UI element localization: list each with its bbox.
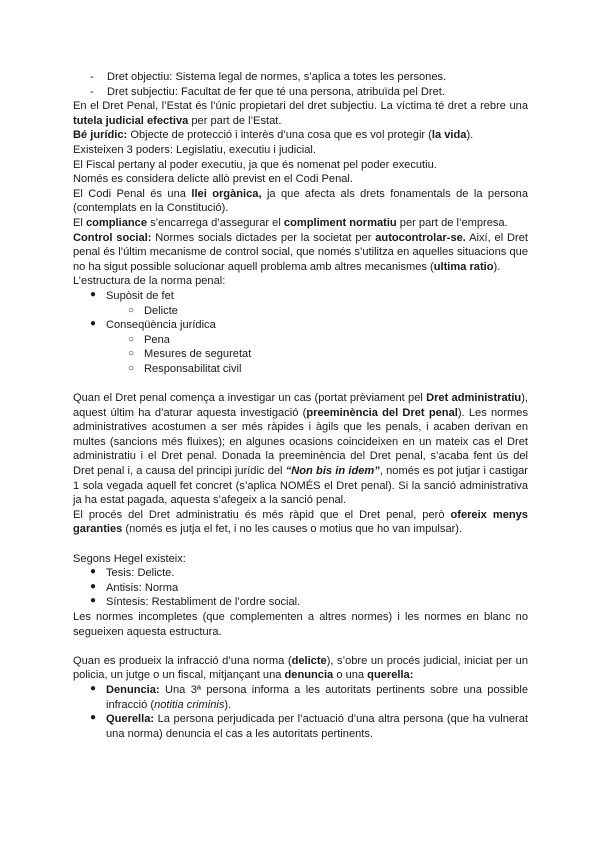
list-item-tesis: ● Tesis: Delicte.	[90, 566, 175, 580]
dash-marker: -	[90, 85, 94, 98]
list-item-consequencia: ● Conseqüència jurídica	[90, 318, 216, 332]
paragraph-compliance: El compliance s’encarrega d’assegurar el compliment normatiu per part de l’empresa.	[73, 216, 508, 229]
list-item-suposit: ● Supòsit de fet	[90, 288, 174, 302]
circle-marker: ○	[128, 333, 135, 345]
paragraph-proces: El procés del Dret administratiu és més ràpid que el Dret penal, però ofereix menys garanties (només es jutja el fet, i no les causes o motius que ho van impulsar).	[73, 508, 528, 536]
list-item-dret-subjectiu: - Dret subjectiu: Facultat de fer que té una persona, atribuïda pel Dret.	[90, 85, 445, 98]
list-item-dret-objectiu: - Dret objectiu: Sistema legal de normes, s’aplica a totes les persones.	[90, 71, 447, 83]
document-page	[73, 70, 528, 741]
bullet-marker: ●	[90, 566, 97, 578]
bullet-marker: ●	[90, 580, 97, 592]
list-item-mesures: ○ Mesures de seguretat	[128, 348, 252, 361]
list-item-sintesis: ● Síntesis: Restabliment de l’ordre social.	[90, 595, 301, 609]
paragraph-delicte: Només es considera delicte allò previst en el Codi Penal.	[73, 173, 353, 186]
list-item-delicte: ○ Delicte	[128, 304, 178, 317]
bullet-marker: ●	[90, 288, 97, 300]
paragraph-be-juridic: Bé jurídic: Objecte de protecció i interès d’una cosa que es vol protegir (la vida).	[73, 129, 474, 142]
paragraph-hegel: Segons Hegel existeix:	[73, 552, 186, 565]
list-item-denuncia: ● Denuncia: Una 3ª persona informa a les autoritats pertinents sobre una possible infracció (notitia criminis).	[90, 682, 528, 711]
circle-marker: ○	[128, 348, 135, 360]
bullet-marker: ●	[90, 712, 97, 724]
circle-marker: ○	[128, 304, 135, 316]
paragraph-estructura: L’estructura de la norma penal:	[73, 275, 226, 288]
paragraph-propietari: En el Dret Penal, l’Estat és l’únic propietari del dret subjectiu. La víctima té dret a rebre una tutela judicial efectiva per part de l’Estat.	[73, 100, 528, 127]
bullet-marker: ●	[90, 682, 97, 694]
list-item-querella: ● Querella: La persona perjudicada per l’actuació d’una altra persona (que ha vulnerat una norma) denuncia el cas a les autoritats pertinents.	[90, 712, 528, 740]
list-item-pena: ○ Pena	[128, 333, 170, 346]
paragraph-fiscal: El Fiscal pertany al poder executiu, ja que és nomenat pel poder executiu.	[73, 158, 437, 171]
paragraph-normes-incompletes: Les normes incompletes (que complementen a altres normes) i les normes en blanc no segueixen aquesta estructura.	[73, 610, 528, 638]
bullet-marker: ●	[90, 595, 97, 607]
list-item-antisis: ● Antisis: Norma	[90, 580, 179, 594]
circle-marker: ○	[128, 362, 135, 374]
paragraph-preeminencia: Quan el Dret penal comença a investigar un cas (portat prèviament pel Dret administratiu), aquest últim ha d’aturar aquesta investigació (preeminència del Dret penal). Les normes administratives acostumen a ser més ràpides i àgils que les penals, i acaben derivan en multes (sancions més fluixes); en algunes ocasions coincideixen en un mateix cas el Dret administratiu i el Dret penal. Donada la preeminència del Dret penal, s’acaba fent ús del Dret penal i, a causa del principi jurídic del “Non bis in idem”, només es pot jutjar i castigar 1 sola vegada aquell fet concret (s’aplica NOMÉS el Dret penal). Si la sanció administrativa ja ha estat pagada, aquesta s’afegeix a la sanció penal.	[73, 392, 528, 507]
paragraph-control-social: Control social: Normes socials dictades per la societat per autocontrolar-se. Així, el Dret penal és l’últim mecanisme de control social, que només s’utilitza en aquelles situacions que no ha sigut possible solucionar aquell problema amb altres mecanismes (ultima ratio).	[73, 231, 528, 273]
list-item-responsabilitat: ○ Responsabilitat civil	[128, 362, 242, 375]
paragraph-codi-penal: El Codi Penal és una llei orgànica, ja que afecta als drets fonamentals de la persona (contemplats en la Constitució).	[73, 187, 528, 215]
bullet-marker: ●	[90, 318, 97, 330]
paragraph-infraccio: Quan es produeix la infracció d’una norma (delicte), s’obre un procés judicial, iniciat per un policia, un jutge o un fiscal, mitjançant una denuncia o una querella:	[73, 654, 528, 682]
dash-marker: -	[90, 71, 94, 83]
paragraph-poders: Existeixen 3 poders: Legislatiu, executiu i judicial.	[73, 143, 316, 156]
